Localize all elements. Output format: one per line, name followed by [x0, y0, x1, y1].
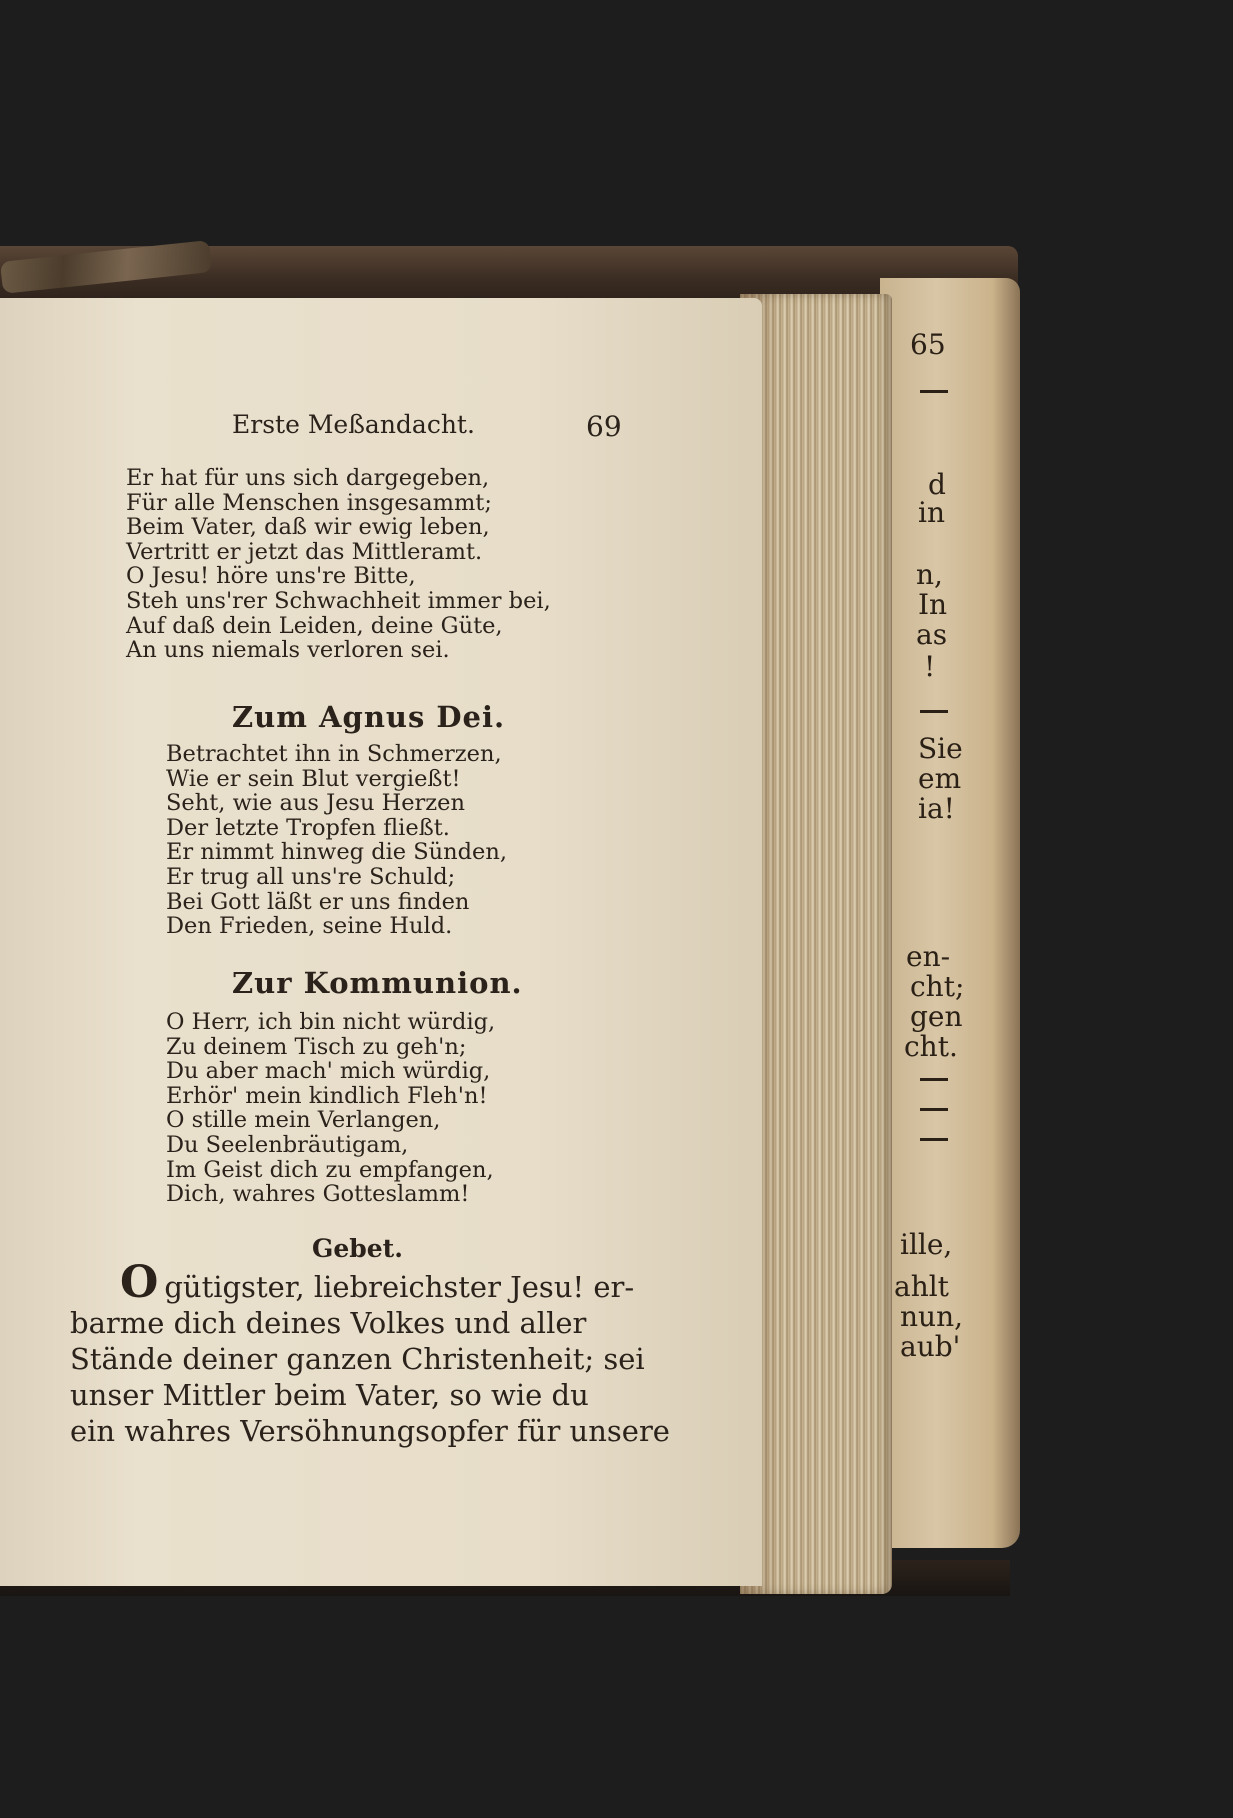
prayer-line: barme dich deines Volkes und aller	[70, 1306, 587, 1340]
verse-line: Er nimmt hinweg die Sünden,	[166, 839, 508, 866]
next-page-fragment: 65	[910, 328, 946, 361]
rule-mark	[920, 1078, 948, 1081]
next-page-fragment: !	[924, 650, 936, 683]
next-page-fragment: as	[916, 618, 948, 651]
verse-line: Er trug all uns're Schuld;	[166, 863, 456, 890]
next-page-fragment: In	[918, 588, 948, 621]
rule-mark	[920, 1138, 948, 1141]
verse-line: Für alle Menschen insgesammt;	[126, 489, 492, 516]
next-page-text-fragments	[880, 278, 1020, 1548]
next-page-fragment: ahlt	[894, 1270, 949, 1303]
verse-line: Seht, wie aus Jesu Herzen	[166, 790, 465, 817]
next-page-fragment: em	[918, 762, 962, 795]
prayer-line: ein wahres Versöhnungsopfer für unsere	[70, 1414, 670, 1448]
next-page-fragment: cht;	[910, 970, 965, 1003]
verse-line: O stille mein Verlangen,	[166, 1107, 441, 1134]
rule-mark	[920, 710, 948, 713]
drop-cap: O	[120, 1257, 159, 1308]
left-page	[0, 298, 762, 1586]
next-page-fragment: ia!	[918, 792, 955, 825]
next-page-fragment: Sie	[918, 732, 963, 765]
verse-line: Erhör' mein kindlich Fleh'n!	[166, 1082, 488, 1109]
next-page-fragment: cht.	[904, 1030, 958, 1063]
verse-line: Vertritt er jetzt das Mittleramt.	[126, 538, 483, 565]
prayer-line: Stände deiner ganzen Christenheit; sei	[70, 1342, 645, 1376]
verse-line: Dich, wahres Gotteslamm!	[166, 1181, 470, 1208]
section-title-kommunion: Zur Kommunion.	[232, 966, 523, 1000]
prayer-title: Gebet.	[312, 1234, 403, 1263]
prayer-first-line: gütigster, liebreichster Jesu! er-	[164, 1270, 635, 1304]
prayer-text	[70, 1257, 670, 1449]
rule-mark	[920, 1108, 948, 1111]
rule-mark	[920, 390, 948, 393]
verse-line: Beim Vater, daß wir ewig leben,	[126, 514, 490, 541]
next-page-fragment: n,	[916, 558, 943, 591]
next-page-fragment: aub'	[900, 1330, 961, 1363]
next-page-fragment: d	[928, 468, 946, 501]
next-page-fragment: gen	[910, 1000, 963, 1033]
verse-line: Du Seelenbräutigam,	[166, 1131, 409, 1158]
section-title-agnus-dei: Zum Agnus Dei.	[232, 700, 506, 734]
verse-line: Bei Gott läßt er uns finden	[166, 888, 470, 915]
agnus-dei-verse	[166, 742, 507, 939]
page-number: 69	[586, 410, 622, 443]
verse-line: Der letzte Tropfen fließt.	[166, 814, 450, 841]
verse-line: Du aber mach' mich würdig,	[166, 1058, 491, 1085]
verse-line: Den Frieden, seine Huld.	[166, 913, 453, 940]
verse-line: Steh uns'rer Schwachheit immer bei,	[126, 587, 551, 614]
verse-line: O Herr, ich bin nicht würdig,	[166, 1009, 496, 1035]
verse-line: O Jesu! höre uns're Bitte,	[126, 563, 416, 590]
verse-line: Er hat für uns sich dargegeben,	[126, 465, 490, 491]
verse-line: Betrachtet ihn in Schmerzen,	[166, 741, 502, 767]
verse-line: An uns niemals verloren sei.	[126, 637, 450, 664]
verse-line: Im Geist dich zu empfangen,	[166, 1156, 494, 1183]
verse-line: Zu deinem Tisch zu geh'n;	[166, 1033, 467, 1060]
kommunion-verse	[166, 1010, 495, 1207]
prayer-line	[70, 1257, 670, 1308]
verse-line: Wie er sein Blut vergießt!	[166, 765, 461, 792]
next-page-fragment: ille,	[900, 1228, 953, 1261]
next-page-partial	[880, 278, 1020, 1548]
next-page-fragment: en-	[906, 940, 951, 973]
next-page-fragment: nun,	[900, 1300, 963, 1333]
running-header-title: Erste Meßandacht.	[232, 410, 475, 439]
intro-verse	[126, 466, 551, 663]
next-page-fragment: in	[918, 496, 945, 529]
verse-line: Auf daß dein Leiden, deine Güte,	[126, 612, 503, 639]
prayer-line: unser Mittler beim Vater, so wie du	[70, 1378, 589, 1412]
